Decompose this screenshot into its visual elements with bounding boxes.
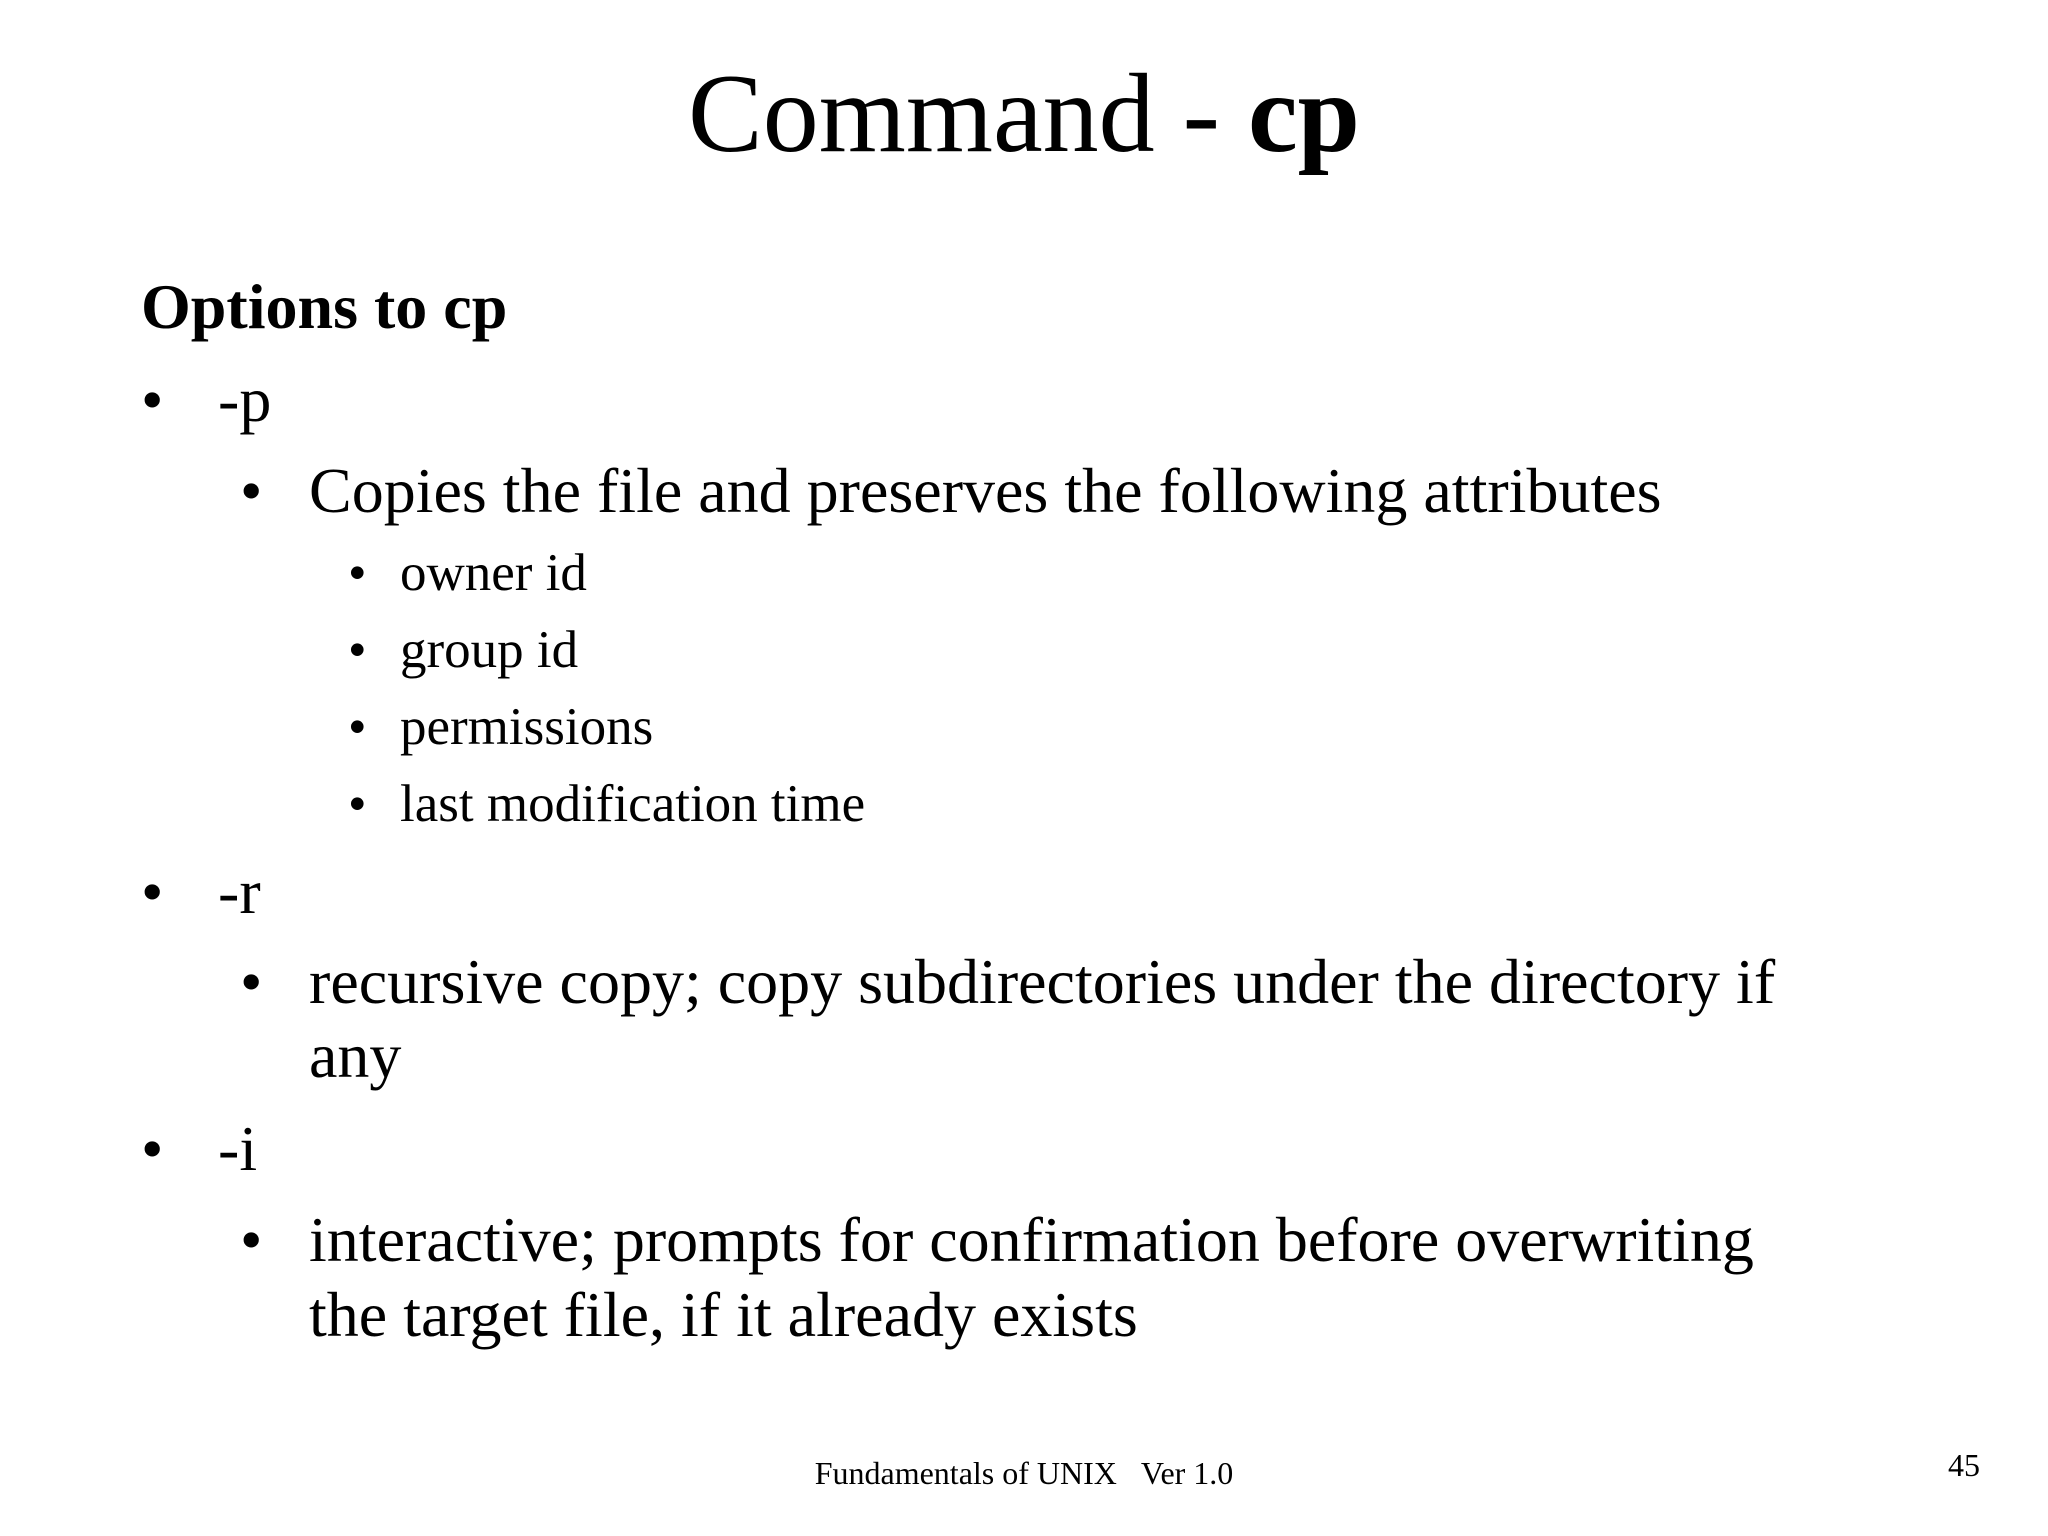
footer-course: Fundamentals of UNIX <box>814 1455 1117 1491</box>
option-p-description: Copies the file and preserves the following attributes <box>309 455 1662 526</box>
option-flag-p: -p <box>218 364 272 435</box>
slide-footer <box>0 1457 2048 1489</box>
attribute-item: permissions <box>400 698 654 756</box>
bullet-marker: • <box>348 775 367 833</box>
option-flag-r: -r <box>218 856 261 927</box>
attribute-item: owner id <box>400 544 587 602</box>
bullet-marker: • <box>348 544 367 602</box>
option-r-description-line2: any <box>309 1020 402 1091</box>
bullet-marker: • <box>240 455 263 526</box>
option-flag-i: -i <box>218 1113 258 1184</box>
bullet-marker: • <box>141 1113 164 1184</box>
option-r-description-line1: recursive copy; copy subdirectories under the directory if <box>309 946 1776 1017</box>
bullet-marker: • <box>240 1204 263 1275</box>
attribute-item: last modification time <box>400 775 866 833</box>
bullet-marker: • <box>348 698 367 756</box>
option-i-description-line2: the target file, if it already exists <box>309 1279 1138 1350</box>
attribute-item: group id <box>400 621 579 679</box>
option-i-description-line1: interactive; prompts for confirmation before overwriting <box>309 1204 1754 1275</box>
title-command: cp <box>1247 52 1360 176</box>
footer-version: Ver 1.0 <box>1140 1455 1234 1491</box>
options-heading: Options to cp <box>141 271 508 342</box>
bullet-marker: • <box>348 621 367 679</box>
slide-title <box>0 52 2048 176</box>
page-number: 45 <box>1948 1447 1980 1483</box>
title-prefix: Command - <box>688 52 1248 176</box>
bullet-marker: • <box>141 364 164 435</box>
bullet-marker: • <box>141 856 164 927</box>
bullet-marker: • <box>240 946 263 1017</box>
